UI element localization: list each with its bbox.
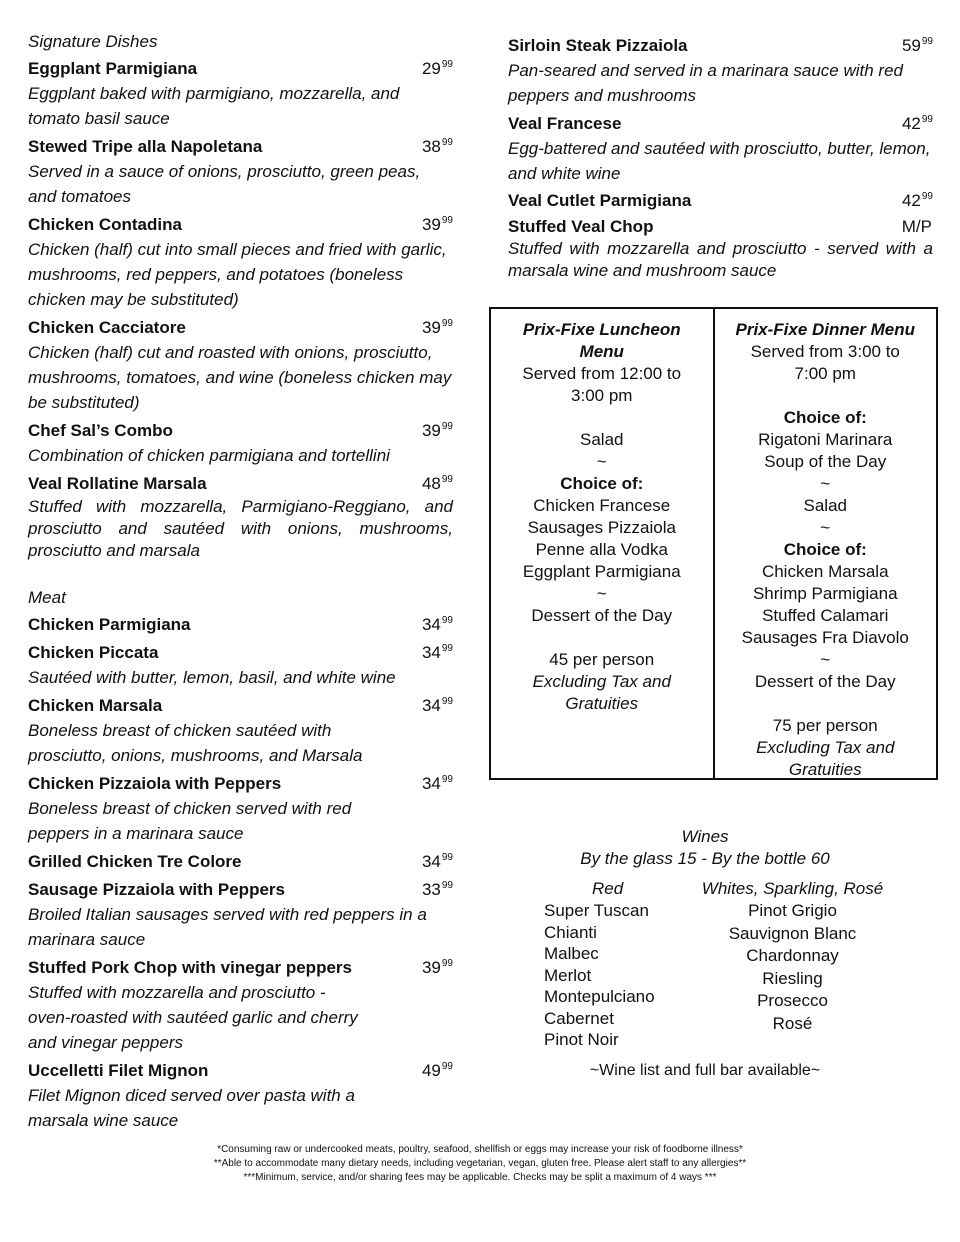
wine-item: Merlot	[544, 965, 592, 985]
lunch-choice: Eggplant Parmigiana	[522, 562, 681, 581]
dish-price: $34^{99}$	[421, 696, 453, 715]
dish-description: Egg-battered and sautéed with prosciutto, butter, lemon, and white wine	[508, 139, 931, 183]
dish-name: Grilled Chicken Tre Colore	[28, 852, 242, 871]
wine-item: Rosé	[772, 1013, 813, 1033]
dinner-choice: Sausages Fra Diavolo	[741, 628, 909, 647]
dish-name: Chicken Piccata	[28, 643, 159, 662]
dish-price: $34^{99}$	[421, 643, 453, 662]
dish-name: Chicken Pizzaiola with Peppers	[28, 774, 282, 793]
menu-item	[508, 108, 933, 186]
wine-item: Cabernet	[544, 1008, 614, 1028]
lunch-price: 45 per person	[549, 650, 655, 669]
menu-item	[508, 212, 933, 282]
menu-item	[28, 209, 453, 312]
dish-price: $39^{99}$	[421, 958, 453, 977]
wine-lists	[500, 878, 910, 1048]
lunch-dessert: Dessert of the Day	[531, 606, 673, 625]
wines-section	[500, 826, 910, 1079]
dish-description: Boneless breast of chicken sautéed with prosciutto, onions, mushrooms, and Marsala	[28, 721, 363, 765]
dinner-salad: Salad	[803, 496, 847, 515]
footer-line: ***Minimum, service, and/or sharing fees may be applicable. Checks may be split a maximum of 4 ways ***	[243, 1172, 717, 1183]
menu-item	[28, 768, 453, 846]
tilde-divider: ~	[596, 584, 607, 603]
wine-item: Prosecco	[757, 991, 828, 1010]
dish-description: Stuffed with mozzarella and prosciutto - served with a marsala wine and mushroom sauce	[508, 239, 933, 280]
dish-price: $34^{99}$	[421, 852, 453, 871]
dish-description: Pan-seared and served in a marinara sauce with red peppers and mushrooms	[508, 61, 903, 105]
dish-price: $33^{99}$	[421, 880, 453, 899]
dinner-title: Prix-Fixe Dinner Menu	[735, 320, 915, 339]
menu-item	[28, 1055, 453, 1133]
wine-list-note: ~Wine list and full bar available~	[589, 1062, 821, 1079]
prix-fixe-box	[489, 307, 938, 780]
menu-item	[28, 312, 453, 415]
dish-price: $34^{99}$	[421, 774, 453, 793]
lunch-choice: Chicken Francese	[533, 496, 671, 515]
wine-item: Malbec	[544, 944, 599, 963]
lunch-choice: Sausages Pizzaiola	[527, 518, 676, 537]
dish-price: $42^{99}$	[901, 191, 933, 210]
dish-name: Chicken Cacciatore	[28, 318, 186, 337]
red-wine-list	[544, 878, 694, 1051]
dish-name: Chicken Marsala	[28, 696, 163, 715]
menu-item	[28, 131, 453, 209]
wine-item: Sauvignon Blanc	[728, 923, 857, 943]
dish-name: Veal Francese	[508, 114, 622, 133]
dish-name: Stuffed Veal Chop	[508, 217, 654, 236]
tilde-divider: ~	[820, 518, 831, 537]
tilde-divider: ~	[820, 650, 831, 669]
dish-description: Combination of chicken parmigiana and tortellini	[28, 446, 390, 465]
dinner-choice: Shrimp Parmigiana	[752, 584, 898, 603]
dish-name: Chicken Parmigiana	[28, 615, 191, 634]
lunch-title: Prix-Fixe Luncheon Menu	[522, 320, 681, 361]
dish-price: $39^{99}$	[421, 318, 453, 337]
menu-item	[508, 30, 933, 108]
lunch-choice: Penne alla Vodka	[535, 540, 668, 559]
meat-heading: Meat	[28, 588, 66, 607]
dinner-choice: Rigatoni Marinara	[758, 430, 893, 449]
dish-name: Uccelletti Filet Mignon	[28, 1061, 209, 1080]
dish-description: Sautéed with butter, lemon, basil, and white wine	[28, 668, 396, 687]
wines-heading: Wines	[681, 827, 729, 846]
wine-item: Super Tuscan	[544, 901, 649, 920]
dish-name: Veal Cutlet Parmigiana	[508, 191, 692, 210]
dish-description: Stuffed with mozzarella, Parmigiano-Reggiano, and prosciutto and sautéed with onions, mushrooms, prosciutto and marsala	[28, 497, 453, 560]
dish-price: $48^{99}$	[421, 474, 453, 493]
menu-item	[28, 637, 453, 690]
menu-item	[28, 53, 453, 131]
dish-description: Chicken (half) cut into small pieces and fried with garlic, mushrooms, red peppers, and potatoes (boneless chicken may be substituted)	[28, 240, 447, 309]
dish-description: Broiled Italian sausages served with red peppers in a marinara sauce	[28, 905, 427, 949]
right-column	[508, 30, 933, 282]
prix-fixe-dinner	[713, 309, 937, 778]
dish-price: $39^{99}$	[421, 421, 453, 440]
tilde-divider: ~	[596, 452, 607, 471]
menu-item	[28, 468, 453, 562]
dinner-choice: Stuffed Calamari	[762, 606, 889, 625]
dish-description: Filet Mignon diced served over pasta with a marsala wine sauce	[28, 1086, 355, 1130]
signature-dishes-heading: Signature Dishes	[28, 32, 158, 51]
dish-name: Veal Rollatine Marsala	[28, 474, 207, 493]
dish-price: $38^{99}$	[421, 137, 453, 156]
wine-item: Chardonnay	[746, 946, 839, 965]
white-wine-heading: Whites, Sparkling, Rosé	[701, 879, 884, 898]
dish-name: Stewed Tripe alla Napoletana	[28, 137, 263, 156]
dish-price: M/P	[901, 217, 932, 236]
dish-description: Served in a sauce of onions, prosciutto, green peas, and tomatoes	[28, 162, 421, 206]
dish-description: Eggplant baked with parmigiano, mozzarella, and tomato basil sauce	[28, 84, 400, 128]
dinner-choice: Soup of the Day	[764, 452, 887, 471]
menu-item	[28, 690, 453, 768]
lunch-served: Served from 12:00 to 3:00 pm	[522, 364, 682, 405]
footer-disclaimer	[80, 1143, 880, 1185]
wine-item: Riesling	[762, 968, 823, 988]
dish-name: Sirloin Steak Pizzaiola	[508, 36, 688, 55]
dish-name: Stuffed Pork Chop with vinegar peppers	[28, 958, 352, 977]
red-wine-heading: Red	[592, 879, 624, 898]
dish-price: $59^{99}$	[901, 36, 933, 55]
footer-line: *Consuming raw or undercooked meats, poultry, seafood, shellfish or eggs may increase your risk of foodborne illness*	[217, 1144, 743, 1155]
tilde-divider: ~	[820, 474, 831, 493]
dish-price: $49^{99}$	[421, 1061, 453, 1080]
lunch-salad: Salad	[580, 430, 624, 449]
left-column	[28, 30, 453, 1133]
dinner-price: 75 per person	[772, 716, 878, 735]
menu-item	[28, 415, 453, 468]
dinner-dessert: Dessert of the Day	[754, 672, 896, 691]
wine-item: Pinot Grigio	[748, 901, 837, 920]
wine-item: Pinot Noir	[544, 1030, 619, 1049]
lunch-tax-note: Excluding Tax and Gratuities	[532, 672, 671, 713]
dish-description: Chicken (half) cut and roasted with onions, prosciutto, mushrooms, tomatoes, and wine (boneless chicken may be substituted)	[28, 343, 452, 412]
dish-name: Eggplant Parmigiana	[28, 59, 198, 78]
footer-line: **Able to accommodate many dietary needs, including vegetarian, vegan, gluten free. Please alert staff to any allergies**	[213, 1158, 747, 1169]
menu-item	[28, 952, 453, 1055]
dinner-choice-heading: Choice of:	[783, 408, 867, 427]
wines-pricing: By the glass 15 - By the bottle 60	[580, 849, 830, 868]
dinner-choice: Chicken Marsala	[761, 562, 889, 581]
dish-name: Sausage Pizzaiola with Peppers	[28, 880, 285, 899]
dish-price: $29^{99}$	[421, 59, 453, 78]
prix-fixe-lunch	[491, 309, 713, 778]
dish-price: $34^{99}$	[421, 615, 453, 634]
lunch-choice-heading: Choice of:	[560, 474, 644, 493]
white-wine-list	[690, 878, 895, 1035]
wine-item: Montepulciano	[544, 987, 655, 1006]
dish-name: Chicken Contadina	[28, 215, 182, 234]
menu-item	[28, 846, 453, 874]
menu-item	[28, 609, 453, 637]
menu-item	[508, 186, 933, 212]
dish-description: Boneless breast of chicken served with red peppers in a marinara sauce	[28, 799, 352, 843]
dish-description: Stuffed with mozzarella and prosciutto - oven-roasted with sautéed garlic and cherry and vinegar peppers	[28, 983, 358, 1052]
dinner-served: Served from 3:00 to 7:00 pm	[750, 342, 900, 383]
dinner-tax-note: Excluding Tax and Gratuities	[756, 738, 895, 779]
dish-price: $42^{99}$	[901, 114, 933, 133]
wine-item: Chianti	[544, 922, 597, 942]
dish-price: $39^{99}$	[421, 215, 453, 234]
dinner-choice-heading: Choice of:	[783, 540, 867, 559]
dish-name: Chef Sal’s Combo	[28, 421, 173, 440]
menu-item	[28, 874, 453, 952]
